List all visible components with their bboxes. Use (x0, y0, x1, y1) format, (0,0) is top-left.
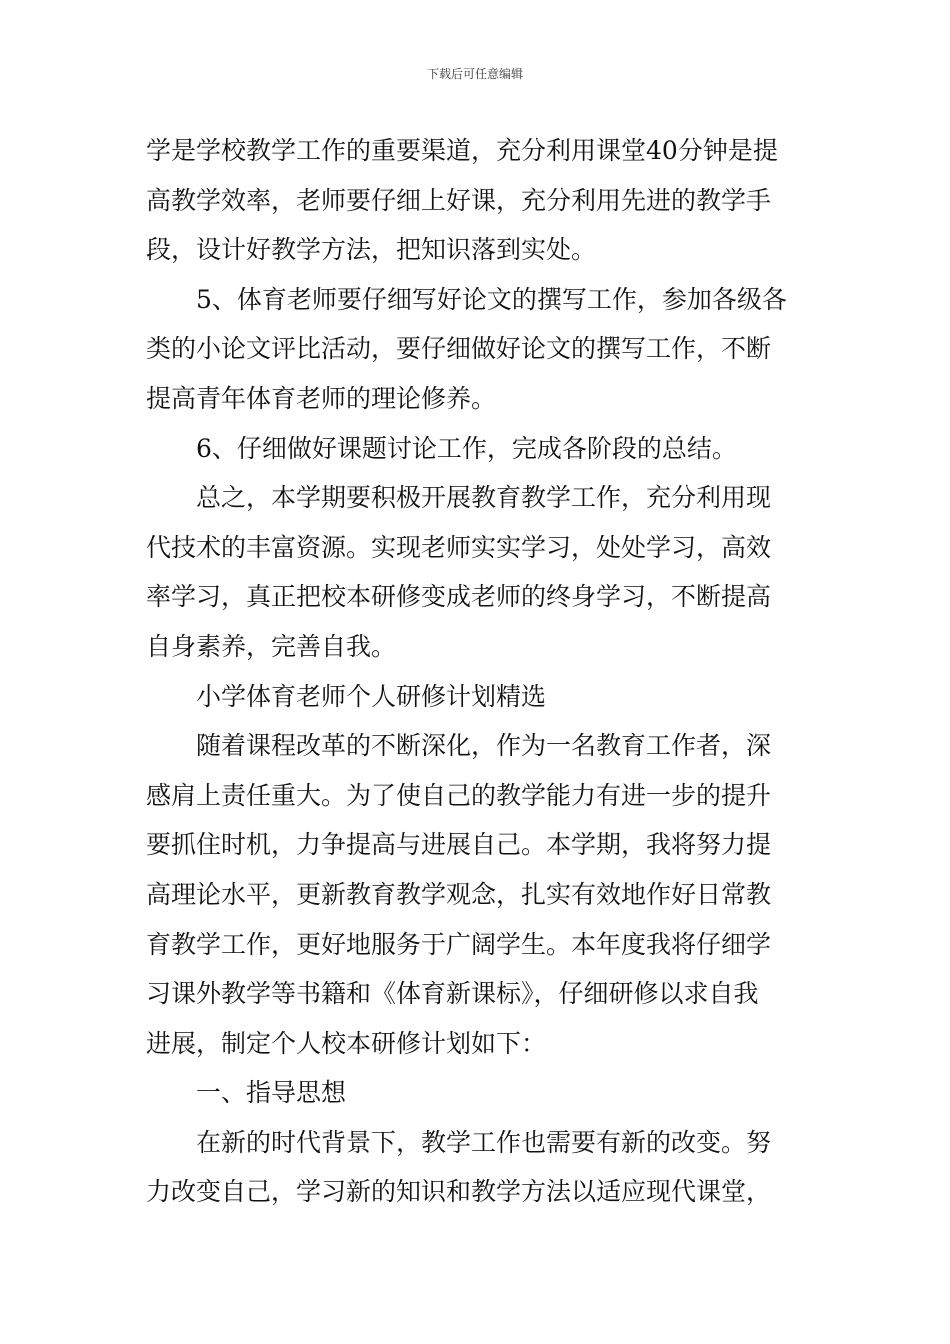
paragraph-start: 在新的时代背景下，教学工作也需要有新的改变。努 (196, 1127, 772, 1157)
text-line: 提高青年体育老师的理论修养。 (146, 383, 497, 413)
text-line: 育教学工作，更好地服务于广阔学生。本年度我将仔细学 (146, 929, 772, 959)
text-line: 段，设计好教学方法，把知识落到实处。 (146, 235, 597, 265)
paragraph-start: 6、仔细做好课题讨论工作，完成各阶段的总结。 (196, 433, 737, 463)
text-line: 高理论水平，更新教育教学观念，扎实有效地作好日常教 (146, 879, 772, 909)
text-line: 类的小论文评比活动，要仔细做好论文的撰写工作，不断 (146, 334, 772, 364)
text-line: 力改变自己，学习新的知识和教学方法以适应现代课堂， (146, 1177, 772, 1207)
text-line: 要抓住时机，力争提高与进展自己。本学期，我将努力提 (146, 830, 772, 860)
page-header: 下载后可任意编辑 (426, 67, 523, 81)
text-line: 进展，制定个人校本研修计划如下： (146, 1028, 547, 1058)
text-line: 感肩上责任重大。为了使自己的教学能力有进一步的提升 (146, 780, 772, 810)
paragraph-start: 总之，本学期要积极开展教育教学工作，充分利用现 (196, 483, 772, 513)
text-line: 高教学效率，老师要仔细上好课，充分利用先进的教学手 (146, 185, 772, 215)
section-heading: 一、指导思想 (196, 1078, 347, 1108)
text-line: 代技术的丰富资源。实现老师实实学习，处处学习，高效 (146, 532, 772, 562)
text-line: 学是学校教学工作的重要渠道，充分利用课堂40分钟是提 (146, 136, 778, 165)
text-line: 习课外教学等书籍和《体育新课标》，仔细研修以求自我 (146, 979, 759, 1009)
paragraph-start: 随着课程改革的不断深化，作为一名教育工作者，深 (196, 731, 772, 761)
text-line: 率学习，真正把校本研修变成老师的终身学习，不断提高 (146, 582, 772, 612)
section-title: 小学体育老师个人研修计划精选 (196, 681, 547, 711)
document-body (146, 126, 808, 1217)
text-line: 自身素养，完善自我。 (146, 631, 397, 661)
paragraph-start: 5、体育老师要仔细写好论文的撰写工作，参加各级各 (196, 284, 787, 314)
